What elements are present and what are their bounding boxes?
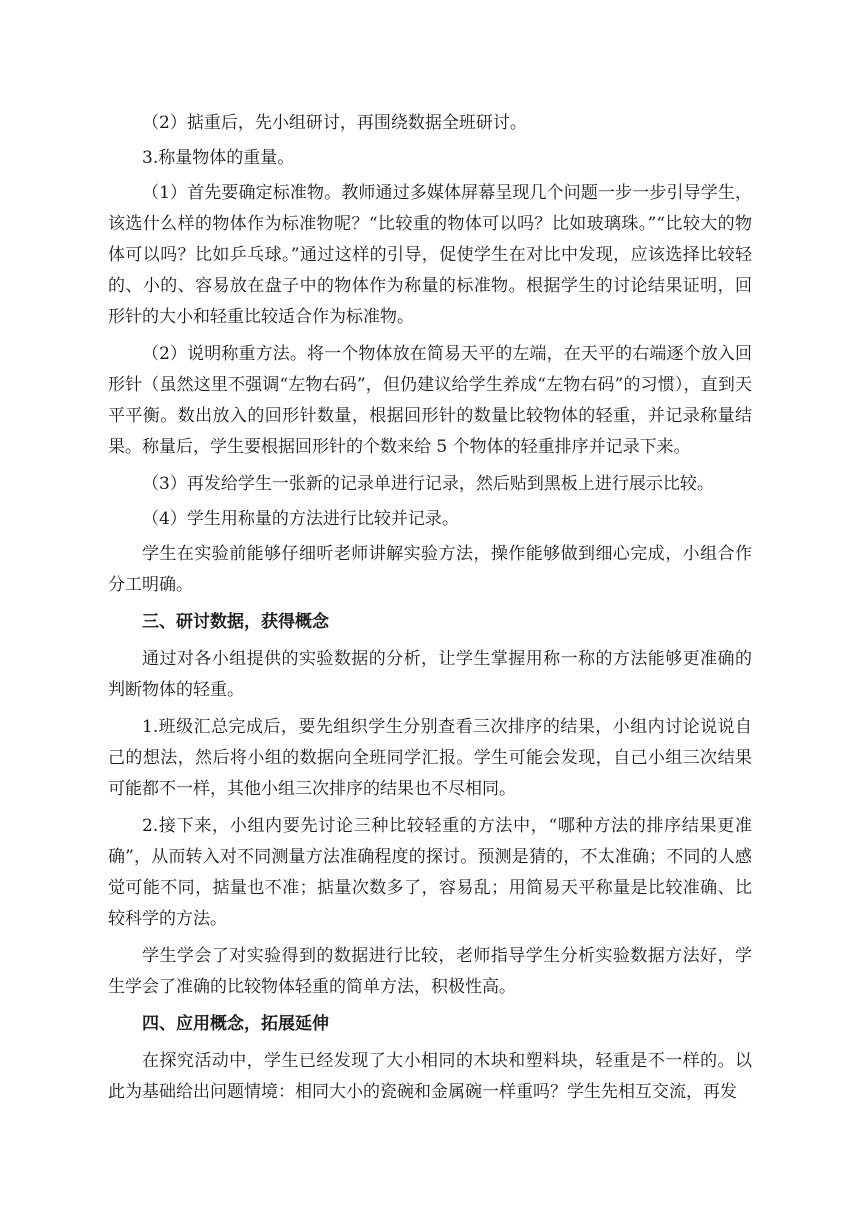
paragraph-reflection-2: 学生学会了对实验得到的数据进行比较，老师指导学生分析实验数据方法好，学生学会了准确的比较物体轻重的简单方法，积极性高。: [108, 946, 752, 997]
heading-section-three: 三、研讨数据，获得概念: [142, 612, 329, 632]
paragraph-standard-object: （1）首先要确定标准物。教师通过多媒体屏幕呈现几个问题一步一步引导学生，该选什么样的物体作为标准物呢？“比较重的物体可以吗？比如玻璃珠。”“比较大的物体可以吗？比如乒乓球。”通过这样的引导，促使学生在对比中发现，应该选择比较轻的、小的、容易放在盘子中的物体作为称量的标准物。根据学生的讨论结果证明，回形针的大小和轻重比较适合作为标准物。: [108, 183, 752, 327]
paragraph-weighing-method: （2）说明称重方法。将一个物体放在简易天平的左端，在天平的右端逐个放入回形针（虽然这里不强调“左物右码”，但仍建议给学生养成“左物右码”的习惯），直到天平平衡。数出放入的回形针数量，根据回形针的数量比较物体的轻重，并记录称量结果。称量后，学生要根据回形针的个数来给 5 个物体的轻重排序并记录下来。: [108, 344, 752, 457]
paragraph-extension: 在探究活动中，学生已经发现了大小相同的木块和塑料块，轻重是不一样的。以此为基础给出问题情境：相同大小的瓷碗和金属碗一样重吗？学生先相互交流，再发: [108, 1051, 752, 1102]
paragraph-record-sheet: （3）再发给学生一张新的记录单进行记录，然后贴到黑板上进行展示比较。: [142, 474, 714, 494]
paragraph-class-summary: 1.班级汇总完成后，要先组织学生分别查看三次排序的结果，小组内讨论说说自己的想法，然后将小组的数据向全班同学汇报。学生可能会发现，自己小组三次结果可能都不一样，其他小组三次排序的结果也不尽相同。: [108, 717, 752, 799]
document-page: [108, 108, 752, 1114]
paragraph-reflection-1: 学生在实验前能够仔细听老师讲解实验方法，操作能够做到细心完成，小组合作分工明确。: [108, 544, 752, 595]
paragraph-section-3-title: 3.称量物体的重量。: [142, 148, 295, 168]
paragraph-weighing-discussion: （2）掂重后，先小组研讨，再围绕数据全班研讨。: [142, 113, 527, 133]
paragraph-data-analysis: 通过对各小组提供的实验数据的分析，让学生掌握用称一称的方法能够更准确的判断物体的轻重。: [108, 649, 752, 700]
paragraph-method-comparison: 2.接下来，小组内要先讨论三种比较轻重的方法中，“哪种方法的排序结果更准确”，从而转入对不同测量方法准确程度的探讨。预测是猜的，不太准确；不同的人感觉可能不同，掂量也不准；掂量次数多了，容易乱；用简易天平称量是比较准确、比较科学的方法。: [108, 816, 752, 929]
paragraph-compare-record: （4）学生用称量的方法进行比较并记录。: [142, 509, 459, 529]
heading-section-four: 四、应用概念，拓展延伸: [142, 1014, 329, 1034]
